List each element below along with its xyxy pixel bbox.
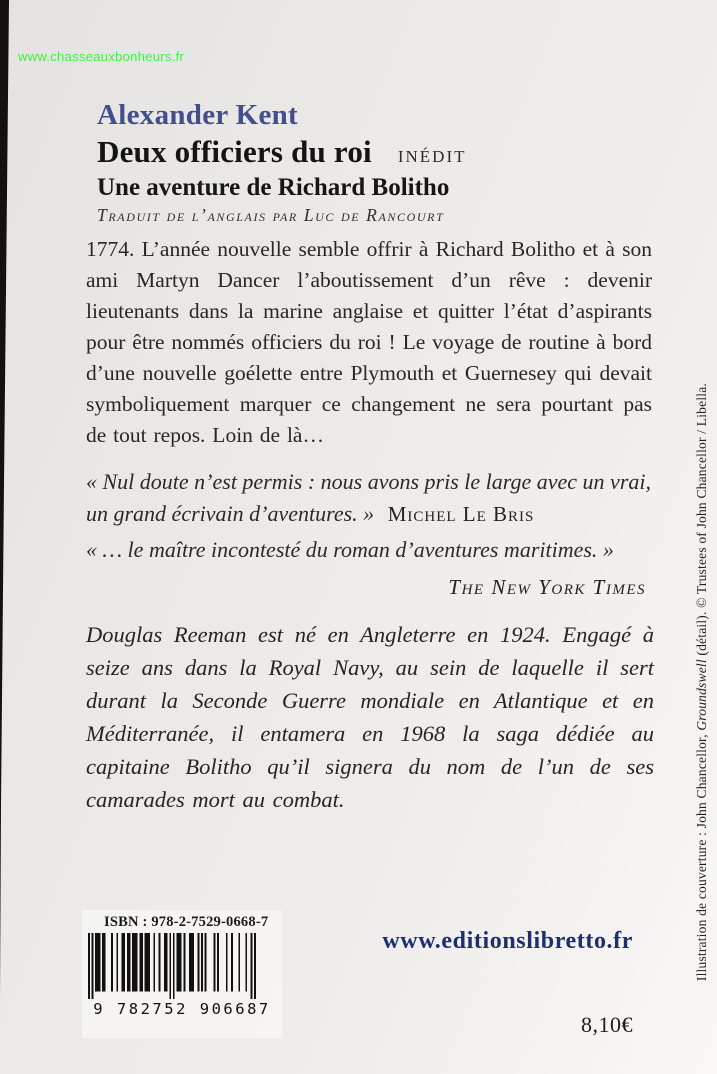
author-name: Alexander Kent: [97, 99, 299, 131]
book-edge-shadow: [0, 0, 10, 1074]
barcode-digits: 9 782752 906687: [93, 1000, 271, 1018]
price-label: 8,10€: [581, 1012, 633, 1037]
translation-credit: Traduit de l’anglais par Luc de Rancourt: [97, 205, 445, 225]
ean13-barcode-icon: [88, 933, 256, 999]
cover-credit-artwork-title: Groundswell: [694, 659, 709, 731]
watermark-url: www.chasseauxbonheurs.fr: [18, 49, 185, 64]
press-quote-2-text: « … le maître incontesté du roman d’aventures maritimes. »: [86, 537, 614, 562]
author-bio-paragraph: Douglas Reeman est né en Angleterre en 1924. Engagé à seize ans dans la Royal Navy, au sein de laquelle il sert durant la Seconde Guerre mondiale en Atlantique et en Méditerranée, il entamera en 1968 la saga dédiée au capitaine Bolitho qu’il signera du nom de l’un de ses camarades mort au combat.: [86, 622, 654, 812]
publisher-website: www.editionslibretto.fr: [382, 928, 633, 954]
press-quote-2: [86, 534, 652, 603]
cover-credit-prefix: Illustration de couverture : John Chancellor,: [694, 730, 709, 982]
book-title: Deux officiers du roi: [97, 134, 372, 169]
cover-credit-suffix: (détail). © Trustees of John Chancellor / Libella.: [694, 383, 709, 660]
isbn-block: [82, 910, 282, 1038]
book-subtitle: Une aventure de Richard Bolitho: [97, 174, 450, 201]
synopsis-paragraph: 1774. L’année nouvelle semble offrir à Richard Bolitho et à son ami Martyn Dancer l’aboutissement d’un rêve : devenir lieutenants dans la marine anglaise et quitter l’état d’aspirants pour être nommés officiers du roi ! Le voyage de routine à bord d’une nouvelle goélette entre Plymouth et Guernesey qui devait symboliquement marquer ce changement ne sera pourtant pas de tout repos. Loin de là…: [86, 237, 652, 447]
press-quote-1-attribution: Michel Le Bris: [387, 502, 535, 526]
title-row: [97, 134, 467, 170]
cover-illustration-credit: [694, 383, 710, 981]
inedit-badge: INÉDIT: [397, 147, 467, 166]
press-quote-1-text: « Nul doute n’est permis : nous avons pris le large avec un vrai, un grand écrivain d’aventures. »: [86, 469, 651, 526]
press-quote-2-attribution: The New York Times: [448, 575, 646, 599]
press-quote-1: [86, 466, 652, 530]
isbn-label: ISBN : 978-2-7529-0668-7: [104, 914, 269, 930]
